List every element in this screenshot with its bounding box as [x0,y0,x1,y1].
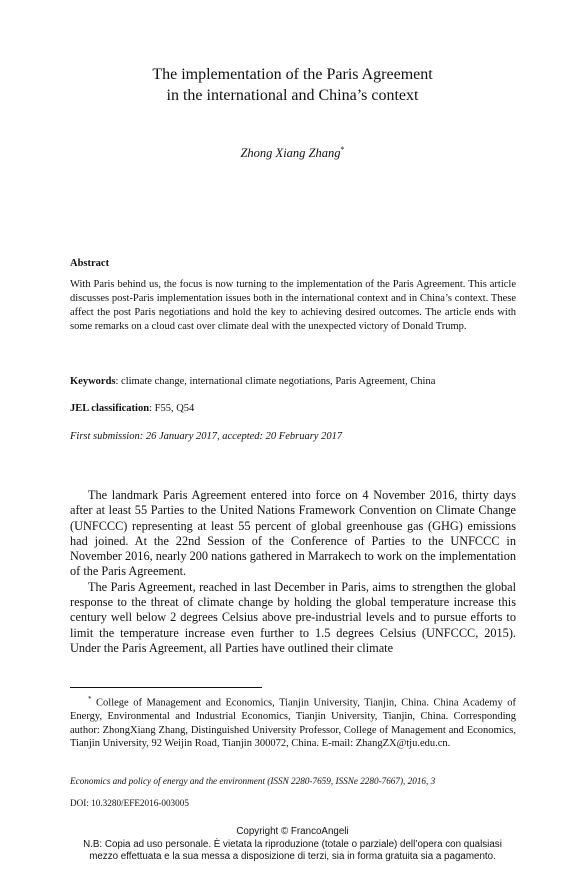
author-footnote-mark: * [340,145,345,154]
title-line-2: in the international and China’s context [166,87,419,104]
title-line-1: The implementation of the Paris Agreement [152,66,433,83]
footnote-text: College of Management and Economics, Tianjin University, Tianjin, China. China Academy of Energy, Environmental and Industrial Economics, Tianjin University, Tianjin, China. Corresponding author: ZhongXiang Zhang, Distinguished University Professor, College of Management and Economics, Tianjin University, 92 Weijin Road, Tianjin 300072, China. E-mail: ZhangZX@tju.edu.cn. [70,697,516,750]
copyright-line-3: mezzo effettuata e la sua messa a disposizione di terzi, sia in forma gratuita sia a pagamento. [89,851,496,862]
copyright-line-1: Copyright © FrancoAngeli [236,826,349,837]
author-line [0,145,585,161]
submission-dates: First submission: 26 January 2017, accepted: 20 February 2017 [70,431,343,442]
copyright-notice [0,826,585,864]
journal-citation: Economics and policy of energy and the environment (ISSN 2280-7659, ISSNe 2280-7667), 2016, 3 [70,776,436,786]
body-paragraph-1: The landmark Paris Agreement entered into force on 4 November 2016, thirty days after at least 55 Parties to the United Nations Framework Convention on Climate Change (UNFCCC) representing at least 55 percent of global greenhouse gas (GHG) emissions had joined. At the 22nd Session of the Conference of Parties to the UNFCCC in November 2016, nearly 200 nations gathered in Marrakech to work on the implementation of the Paris Agreement. [70,488,516,579]
footnote-divider [70,687,262,688]
abstract-text: With Paris behind us, the focus is now turning to the implementation of the Paris Agreement. This article discusses post-Paris implementation issues both in the international context and in China’s context. These affect the post Paris negotiations and hold the key to achieving desired outcomes. The article ends with some remarks on a cloud cast over climate deal with the unexpected victory of Donald Trump. [70,279,516,333]
keywords-text: : climate change, international climate negotiations, Paris Agreement, China [115,376,436,387]
doi: DOI: 10.3280/EFE2016-003005 [70,798,189,808]
keywords-label: Keywords [70,376,116,387]
jel-label: JEL classification [70,403,150,414]
body-text [70,488,516,656]
article-title [0,64,585,106]
footnote [70,693,516,751]
keywords-line [70,376,435,387]
body-paragraph-2: The Paris Agreement, reached in last December in Paris, aims to strengthen the global response to the threat of climate change by holding the global temperature increase this century well below 2 degrees Celsius above pre-industrial levels and to pursue efforts to limit the temperature increase even further to 1.5 degrees Celsius (UNFCCC, 2015). Under the Paris Agreement, all Parties have outlined their climate [70,579,516,655]
copyright-line-2: N.B: Copia ad uso personale. È vietata la riproduzione (totale o parziale) dell’opera con qualsiasi [83,838,502,850]
jel-text: : F55, Q54 [149,403,195,414]
jel-classification-line [70,403,194,414]
footnote-mark: * [88,695,92,703]
author-name: Zhong Xiang Zhang [240,146,341,161]
abstract-heading: Abstract [70,258,110,269]
